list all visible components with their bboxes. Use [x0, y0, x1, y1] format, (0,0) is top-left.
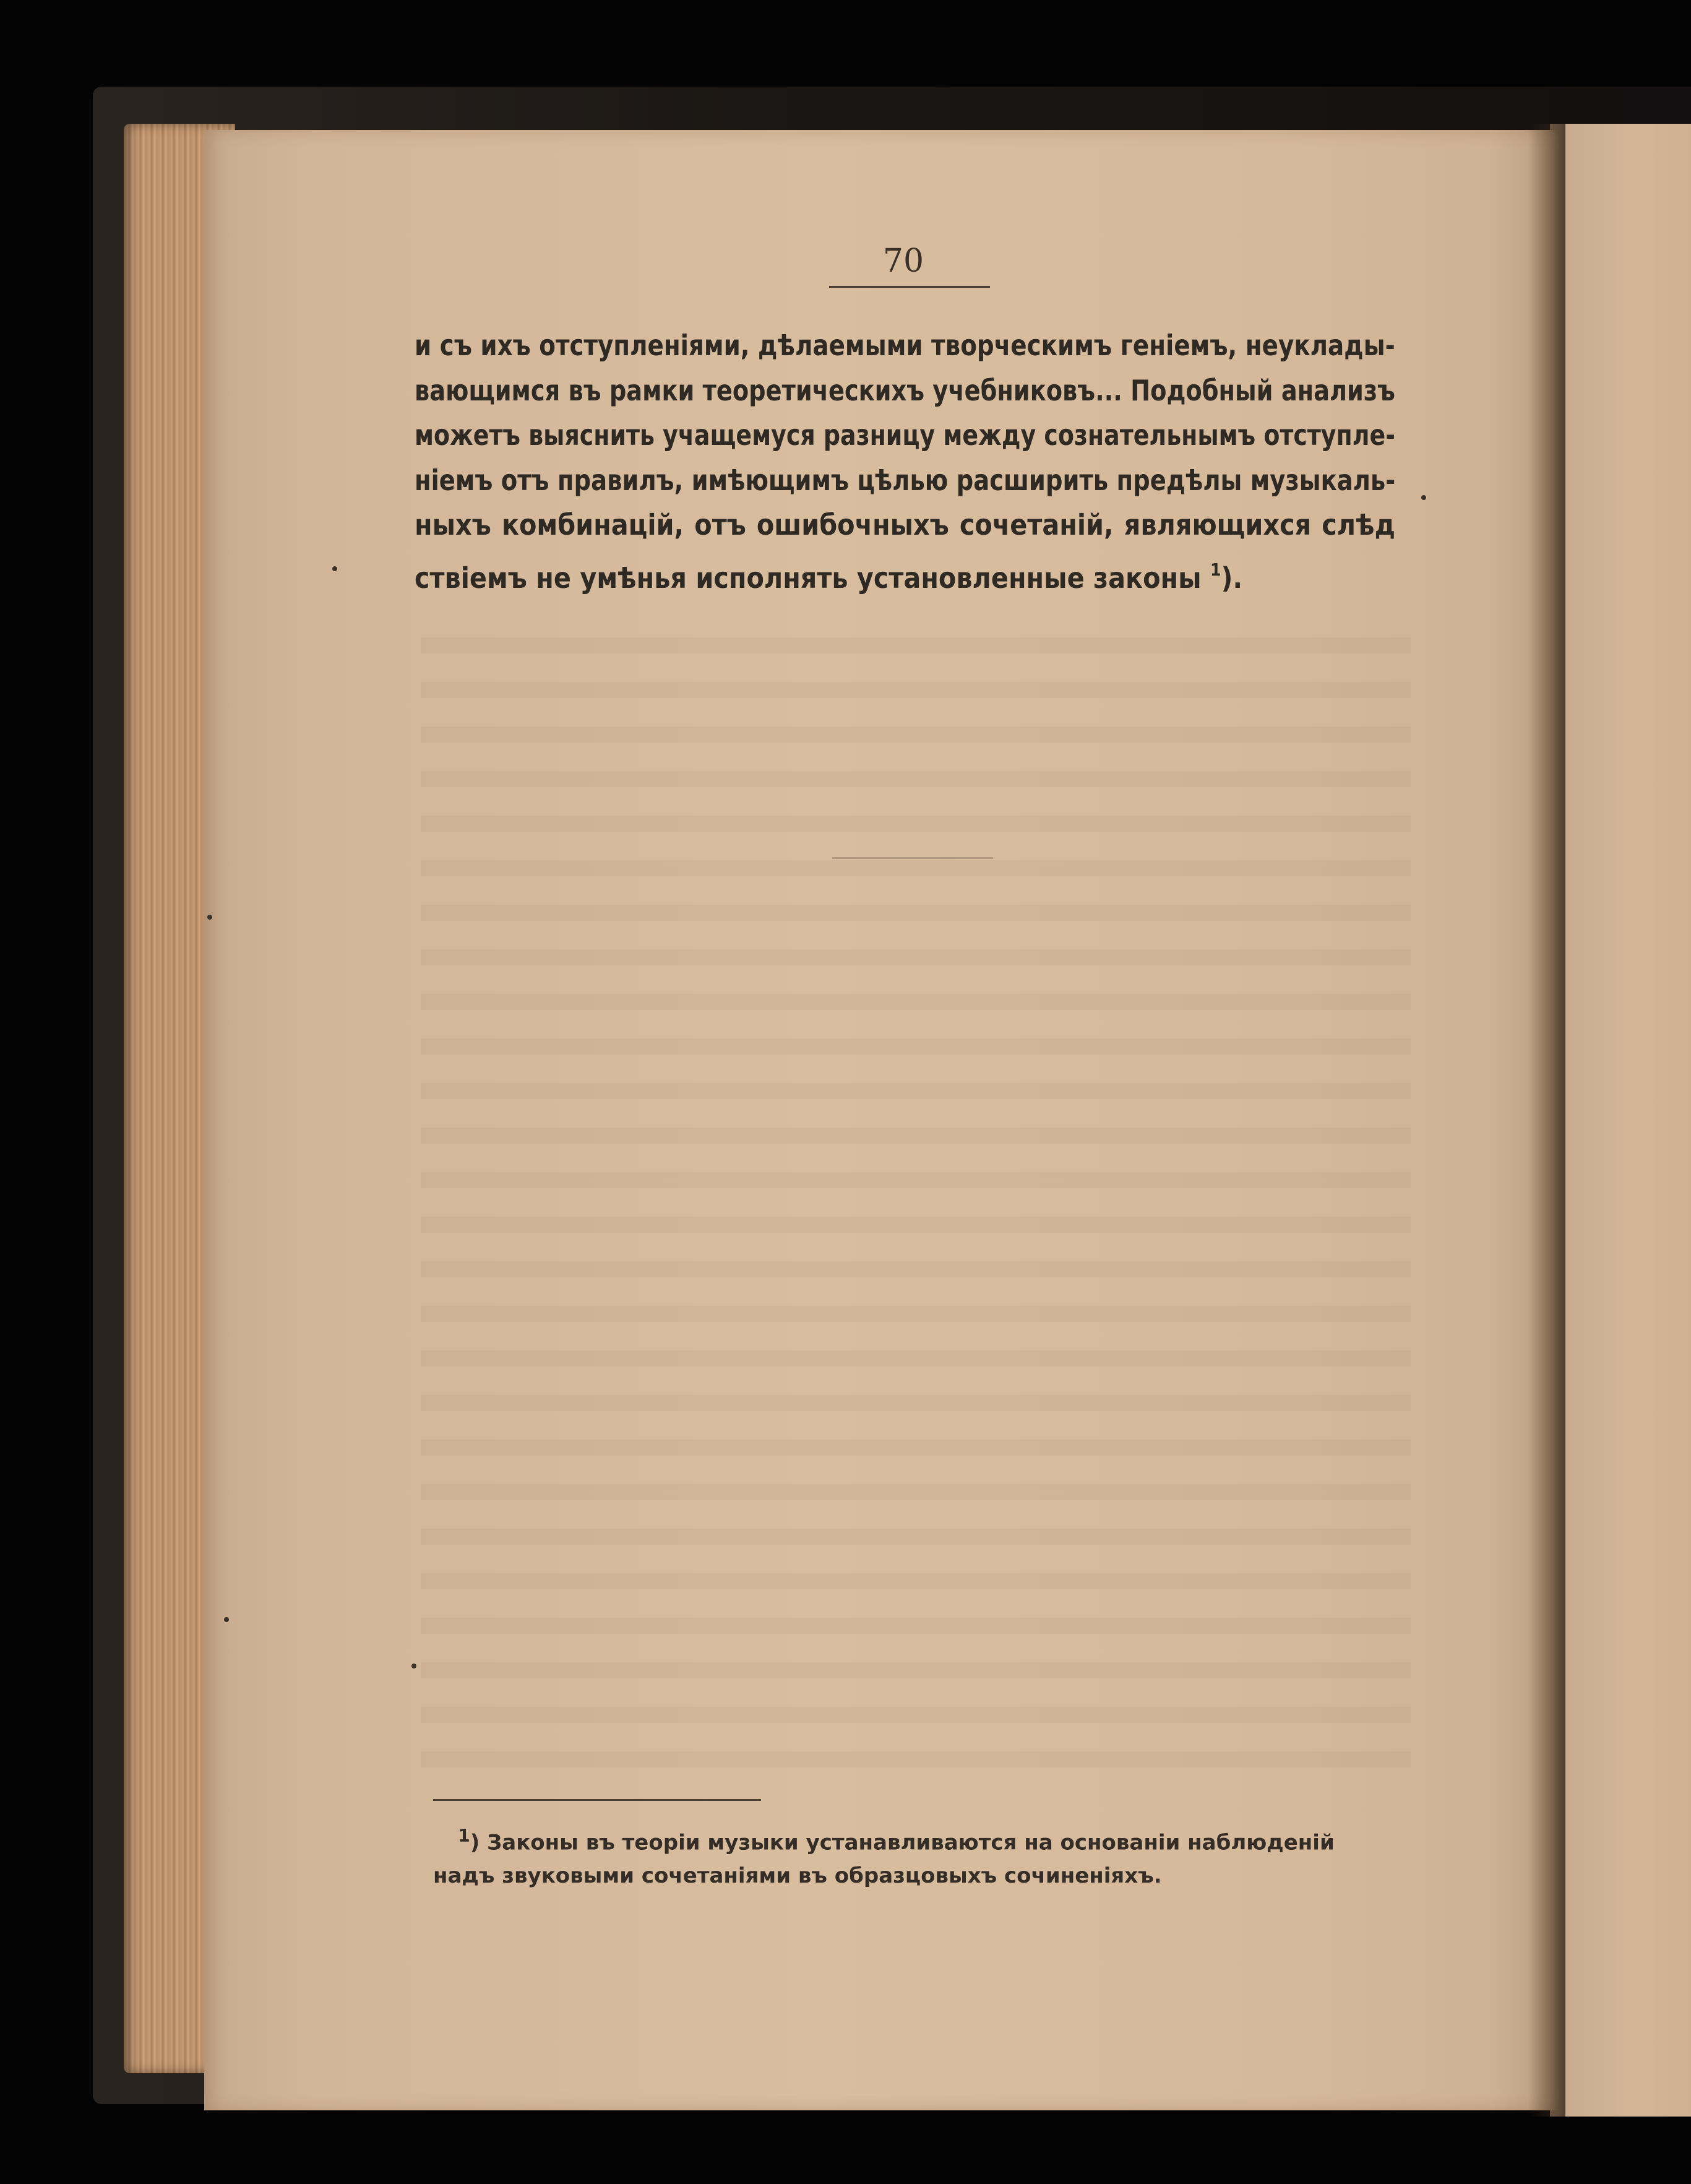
paper-speck — [224, 1617, 229, 1622]
text-line: и съ ихъ отступленіями, дѣлаемыми творческимъ геніемъ, неуклады- — [415, 329, 1395, 362]
show-through-rule — [832, 857, 993, 859]
footnote-rule — [433, 1799, 761, 1801]
paper-speck — [332, 566, 337, 571]
footnote — [433, 1819, 1423, 1893]
text-line-content: ствіемъ не умѣнья исполнять установленные законы — [415, 561, 1202, 595]
body-paragraph — [415, 323, 1395, 600]
paper-speck — [207, 915, 212, 920]
page-gutter-shadow — [1528, 124, 1565, 2117]
text-line: ніемъ отъ правилъ, имѣющимъ цѣлью расширить предѣлы музыкаль- — [415, 463, 1396, 497]
facing-page — [1550, 124, 1691, 2117]
text-line: вающимся въ рамки теоретическихъ учебниковъ... Подобный анализъ — [415, 373, 1395, 407]
footnote-text: ) Законы въ теоріи музыки устанавливаются на основаніи наблюденій — [470, 1830, 1335, 1855]
text-line-last — [415, 548, 1395, 601]
footnote-marker: 1 — [458, 1826, 470, 1846]
show-through-text — [421, 619, 1411, 1795]
text-line: можетъ выяснить учащемуся разницу между сознательнымъ отступле- — [415, 418, 1395, 452]
footnote-line: надъ звуковыми сочетаніями въ образцовыхъ сочиненіяхъ. — [433, 1863, 1162, 1889]
paper-speck — [411, 1664, 416, 1668]
footnote-line — [433, 1819, 1423, 1859]
paper-speck — [1421, 495, 1426, 500]
page-number: 70 — [882, 243, 924, 280]
footnote-reference: 1 — [1210, 559, 1221, 580]
text-line-tail: ). — [1221, 561, 1243, 595]
page-number-rule — [829, 286, 990, 288]
text-line: ныхъ комбинацій, отъ ошибочныхъ сочетаній, являющихся слѣд — [415, 508, 1395, 542]
